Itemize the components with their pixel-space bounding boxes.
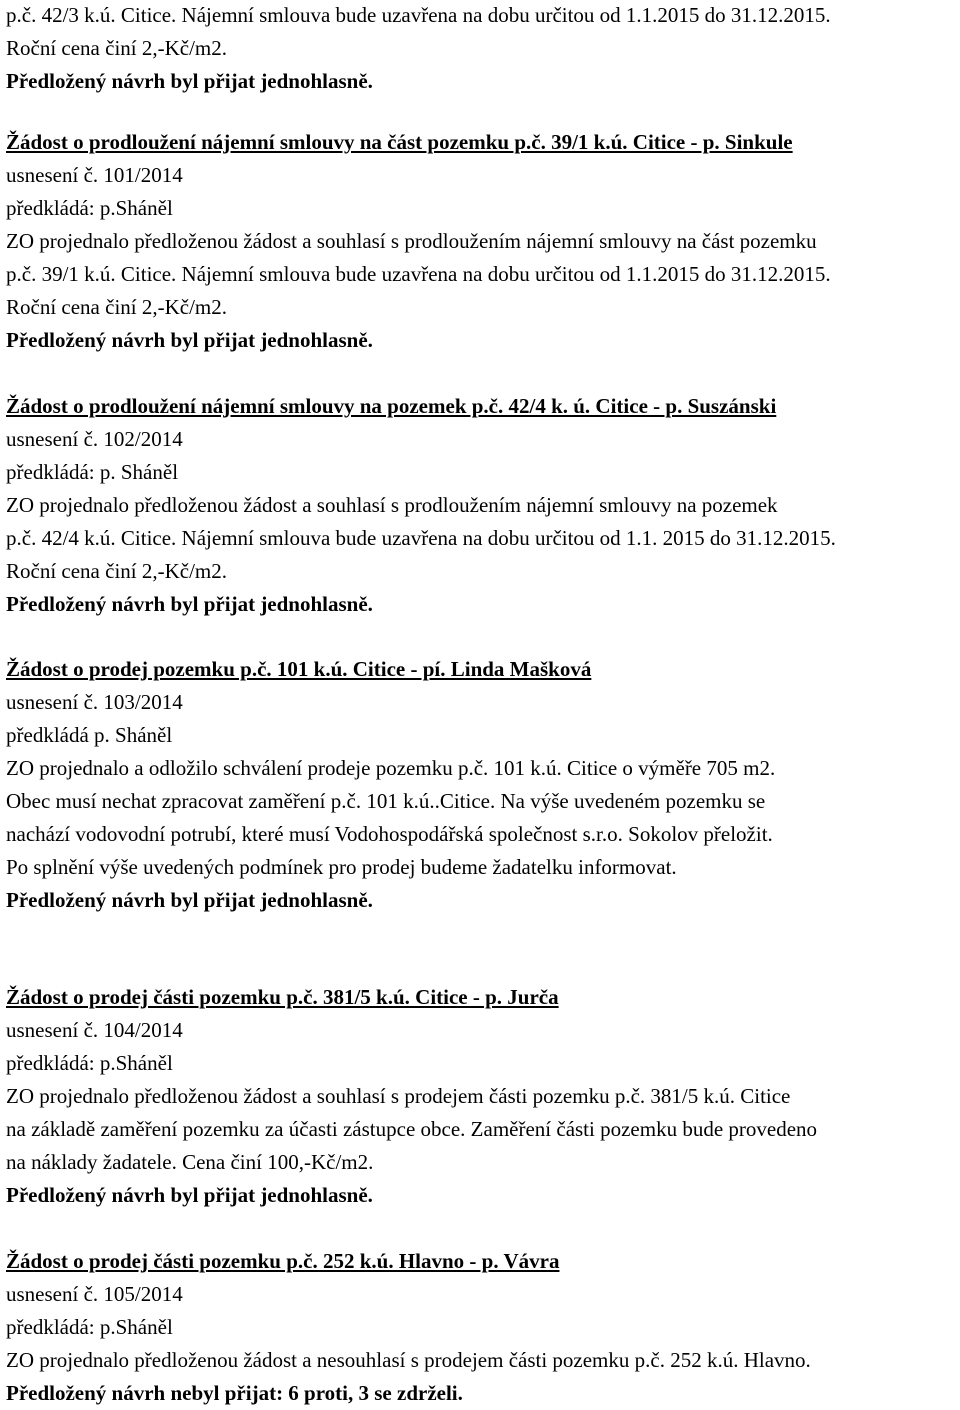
resolution-result: Předložený návrh byl přijat jednohlasně. xyxy=(6,1183,373,1207)
presenter-line: předkládá: p. Sháněl xyxy=(6,460,179,484)
section-heading: Žádost o prodloužení nájemní smlouvy na část pozemku p.č. 39/1 k.ú. Citice - p. Sinkule xyxy=(6,130,793,154)
document-line: Obec musí nechat zpracovat zaměření p.č. 101 k.ú..Citice. Na výše uvedeném pozemku se xyxy=(6,789,766,813)
resolution-number: usnesení č. 104/2014 xyxy=(6,1018,183,1042)
presenter-line: předkládá: p.Sháněl xyxy=(6,1051,173,1075)
document-line: p.č. 39/1 k.ú. Citice. Nájemní smlouva bude uzavřena na dobu určitou od 1.1.2015 do 31.12.2015. xyxy=(6,262,831,286)
document-line: p.č. 42/4 k.ú. Citice. Nájemní smlouva bude uzavřena na dobu určitou od 1.1. 2015 do 31.12.2015. xyxy=(6,526,836,550)
resolution-result: Předložený návrh byl přijat jednohlasně. xyxy=(6,888,373,912)
resolution-number: usnesení č. 101/2014 xyxy=(6,163,183,187)
document-line: ZO projednalo předloženou žádost a nesouhlasí s prodejem části pozemku p.č. 252 k.ú. Hlavno. xyxy=(6,1348,811,1372)
document-line: Roční cena činí 2,-Kč/m2. xyxy=(6,36,228,60)
presenter-line: předkládá p. Sháněl xyxy=(6,723,173,747)
resolution-result: Předložený návrh nebyl přijat: 6 proti, 3 se zdrželi. xyxy=(6,1381,463,1405)
resolution-result: Předložený návrh byl přijat jednohlasně. xyxy=(6,69,373,93)
section-heading: Žádost o prodej pozemku p.č. 101 k.ú. Citice - pí. Linda Mašková xyxy=(6,657,592,681)
presenter-line: předkládá: p.Sháněl xyxy=(6,1315,173,1339)
section-heading: Žádost o prodej části pozemku p.č. 252 k.ú. Hlavno - p. Vávra xyxy=(6,1249,560,1273)
resolution-result: Předložený návrh byl přijat jednohlasně. xyxy=(6,328,373,352)
presenter-line: předkládá: p.Sháněl xyxy=(6,196,173,220)
document-line: Po splnění výše uvedených podmínek pro prodej budeme žadatelku informovat. xyxy=(6,855,677,879)
document-line: ZO projednalo předloženou žádost a souhlasí s prodejem části pozemku p.č. 381/5 k.ú. Citice xyxy=(6,1084,791,1108)
document-line: Roční cena činí 2,-Kč/m2. xyxy=(6,559,228,583)
document-line: na náklady žadatele. Cena činí 100,-Kč/m2. xyxy=(6,1150,374,1174)
document-line: ZO projednalo předloženou žádost a souhlasí s prodloužením nájemní smlouvy na část pozemku xyxy=(6,229,817,253)
section-heading: Žádost o prodej části pozemku p.č. 381/5 k.ú. Citice - p. Jurča xyxy=(6,985,559,1009)
document-line: ZO projednalo předloženou žádost a souhlasí s prodloužením nájemní smlouvy na pozemek xyxy=(6,493,778,517)
document-line: na základě zaměření pozemku za účasti zástupce obce. Zaměření části pozemku bude provedeno xyxy=(6,1117,818,1141)
resolution-result: Předložený návrh byl přijat jednohlasně. xyxy=(6,592,373,616)
document-line: p.č. 42/3 k.ú. Citice. Nájemní smlouva bude uzavřena na dobu určitou od 1.1.2015 do 31.12.2015. xyxy=(6,3,831,27)
resolution-number: usnesení č. 105/2014 xyxy=(6,1282,183,1306)
section-heading: Žádost o prodloužení nájemní smlouvy na pozemek p.č. 42/4 k. ú. Citice - p. Suszánski xyxy=(6,394,777,418)
resolution-number: usnesení č. 103/2014 xyxy=(6,690,183,714)
document-line: nachází vodovodní potrubí, které musí Vodohospodářská společnost s.r.o. Sokolov přeložit. xyxy=(6,822,773,846)
document-line: Roční cena činí 2,-Kč/m2. xyxy=(6,295,228,319)
resolution-number: usnesení č. 102/2014 xyxy=(6,427,183,451)
document-line: ZO projednalo a odložilo schválení prodeje pozemku p.č. 101 k.ú. Citice o výměře 705 m2. xyxy=(6,756,776,780)
